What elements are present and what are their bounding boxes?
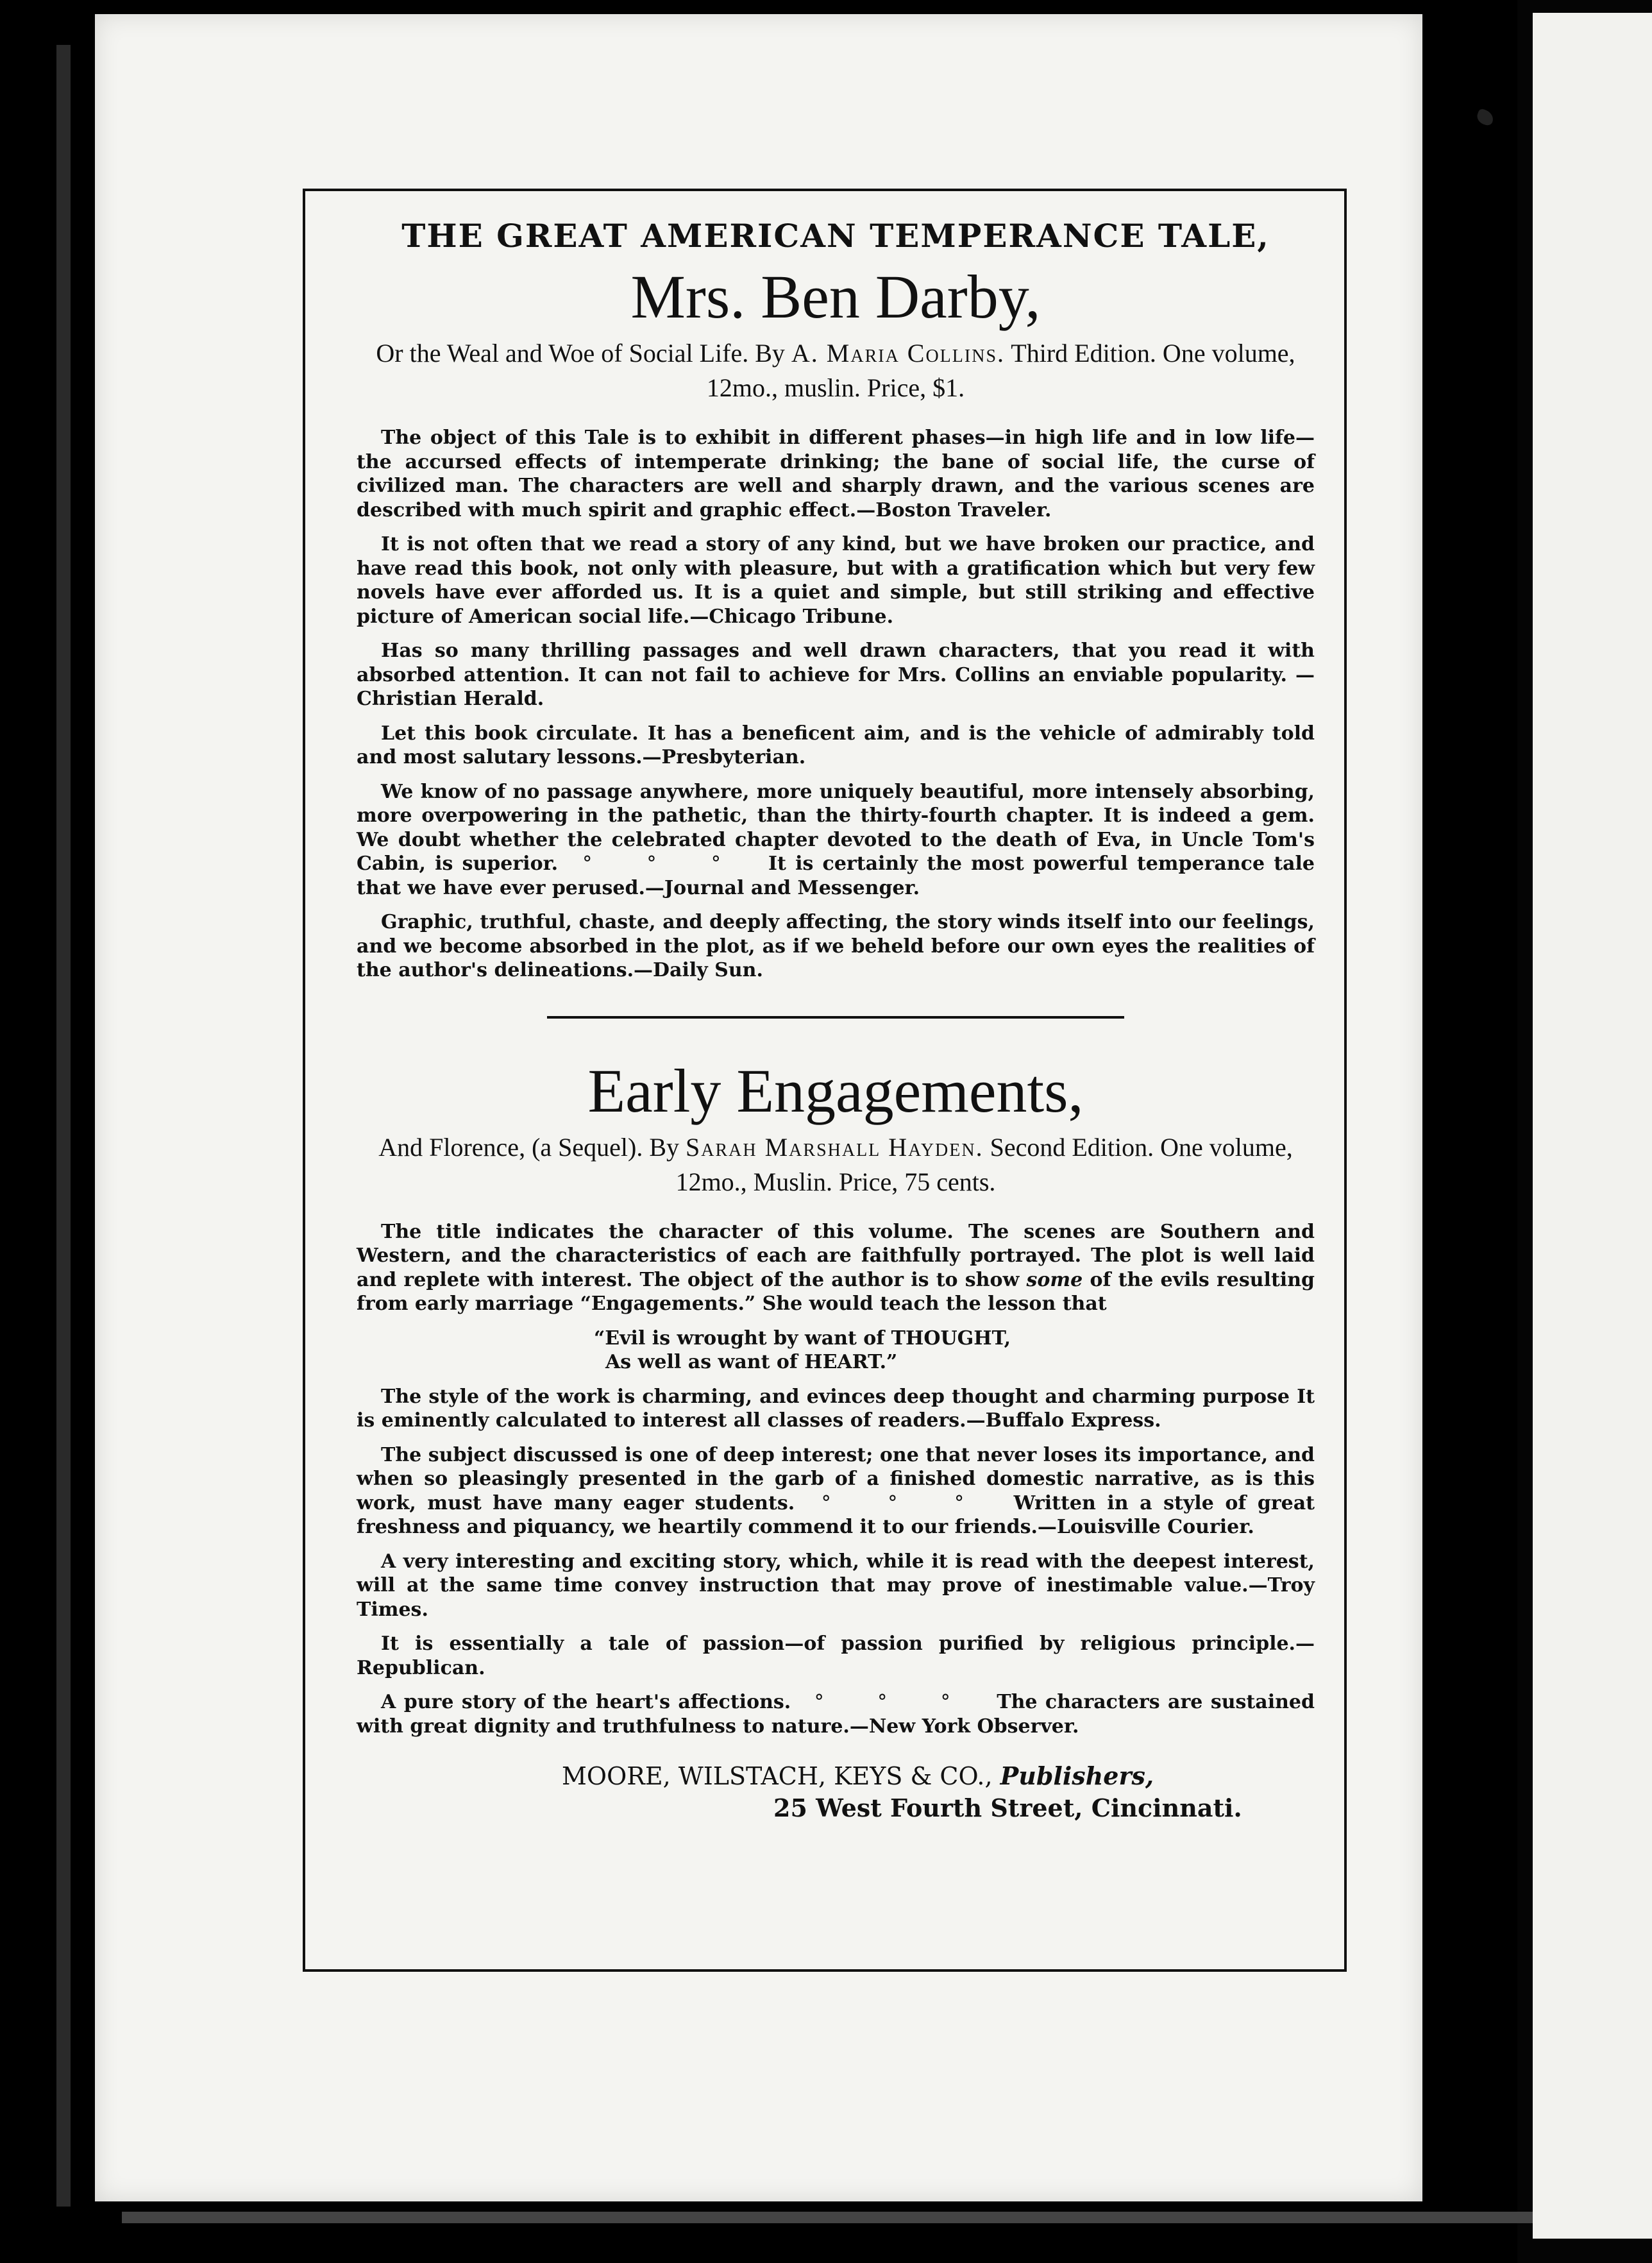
- review: We know of no passage anywhere, more uniquely beautiful, more intensely absorbing, more overpowering in the pathetic, than the thirty-fourth chapter. It is indeed a gem. We doubt whether the celebrated chapter devoted to the death of Eva, in Uncle Tom's Cabin, is superior. ° ° ° It is certainly the most powerful temperance tale that we have ever perused.—Journal and Messenger.: [357, 780, 1315, 899]
- publisher-imprint: [357, 1760, 1315, 1824]
- book-title: Mrs. Ben Darby,: [630, 262, 1041, 331]
- ellipsis-marks: ° ° °: [814, 1691, 973, 1713]
- review: It is essentially a tale of passion—of passion purified by religious principle.— Republican.: [357, 1632, 1315, 1679]
- review: Has so many thrilling passages and well drawn characters, that you read it with absorbed attention. It can not fail to achieve for Mrs. Collins an enviable popularity. —Christian Herald.: [357, 640, 1315, 710]
- book-title: Early Engagements,: [587, 1056, 1084, 1125]
- review: The object of this Tale is to exhibit in different phases—in high life and in low life—the accursed effects of intemperate drinking; the bane of social life, the curse of civilized man. The characters are well and sharply drawn, and the various scenes are described with much spirit and graphic effect.—Boston Traveler.: [357, 427, 1315, 521]
- advertisement-frame: [303, 189, 1347, 1972]
- ink-speck: [1475, 108, 1496, 127]
- ellipsis-marks: ° ° °: [582, 852, 744, 875]
- review: A very interesting and exciting story, which, while it is read with the deepest interest, will at the same time convey instruction that may prove of inestimable value.—Troy Times.: [357, 1550, 1315, 1621]
- book-imprint: Or the Weal and Woe of Social Life. By A. Maria Collins. Third Edition. One volume, 12mo., muslin. Price, $1.: [376, 339, 1295, 402]
- quoted-verse: “Evil is wrought by want of THOUGHT, As well as want of HEART.”: [594, 1326, 1011, 1373]
- review: It is not often that we read a story of any kind, but we have broken our practice, and have read this book, not only with pleasure, but with a gratification which but very few novels have ever afforded us. It is a quiet and simple, but still striking and effective picture of American social life.—Chicago Tribune.: [357, 533, 1315, 628]
- review: A pure story of the heart's affections. ° ° ° The characters are sustained with great dignity and truthfulness to nature.—New York Observer.: [357, 1691, 1315, 1738]
- book-imprint: And Florence, (a Sequel). By Sarah Marshall Hayden. Second Edition. One volume, 12mo., Muslin. Price, 75 cents.: [378, 1132, 1293, 1196]
- section-divider: [547, 1016, 1124, 1019]
- scan-edge: [56, 45, 71, 2207]
- author-name: A. Maria Collins.: [791, 339, 1006, 368]
- publisher-role: Publishers,: [1000, 1761, 1154, 1790]
- scan-bottom-edge: [122, 2212, 1533, 2223]
- review: The subject discussed is one of deep interest; one that never loses its importance, and when so pleasingly presented in the garb of a finished domestic narrative, as is this work, must have many eager students. ° ° ° Written in a style of great freshness and piquancy, we heartily commend it to our friends.—Louisville Courier.: [357, 1443, 1315, 1538]
- review: Let this book circulate. It has a beneficent aim, and is the vehicle of admirably told and most salutary lessons.—Presbyterian.: [357, 722, 1315, 768]
- publisher-name: MOORE, WILSTACH, KEYS & CO.,: [562, 1762, 1000, 1790]
- advertisement-mrs-ben-darby: [357, 217, 1315, 983]
- review: The style of the work is charming, and evinces deep thought and charming purpose It is eminently calculated to interest all classes of readers.—Buffalo Express.: [357, 1385, 1315, 1432]
- advertisement-early-engagements: [357, 1056, 1315, 1739]
- ellipsis-marks: ° ° °: [821, 1491, 988, 1514]
- review: Graphic, truthful, chaste, and deeply affecting, the story winds itself into our feelings, and we become absorbed in the plot, as if we beheld before our own eyes the realities of the author's delineations.—Daily Sun.: [357, 911, 1315, 981]
- author-name: Sarah Marshall Hayden.: [686, 1132, 984, 1162]
- publisher-address: 25 West Fourth Street, Cincinnati.: [773, 1793, 1242, 1822]
- book-description: The title indicates the character of this volume. The scenes are Southern and Western, and the characteristics of each are faithfully portrayed. The plot is well laid and replete with interest. The object of the author is to show some of the evils resulting from early marriage “Engagements.” She would teach the lesson that: [357, 1220, 1315, 1315]
- ad-heading: THE GREAT AMERICAN TEMPERANCE TALE,: [401, 217, 1270, 255]
- adjacent-page-edge: [1533, 13, 1652, 2239]
